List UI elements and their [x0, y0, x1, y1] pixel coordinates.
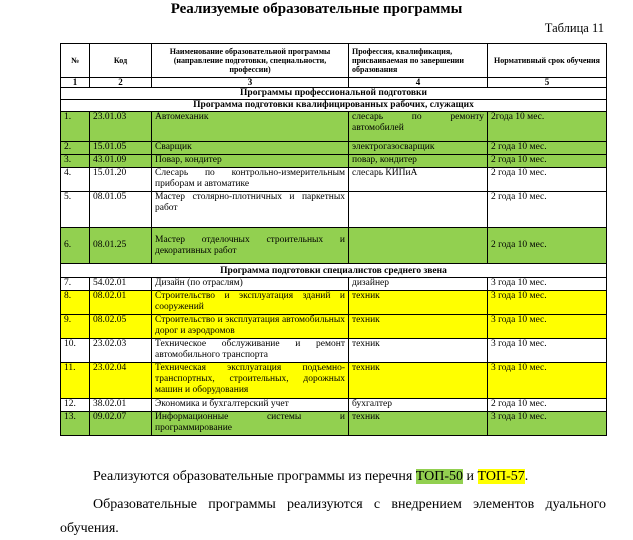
row-number: 12.: [61, 399, 90, 412]
section-title-main: Программы профессиональной подготовки: [61, 88, 607, 100]
row-number: 1.: [61, 112, 90, 142]
row-term: 2 года 10 мес.: [488, 142, 607, 155]
paragraph-top-lists: [93, 468, 528, 486]
table-row: [61, 412, 607, 436]
table-row: [61, 112, 607, 142]
table-row: [61, 168, 607, 192]
row-qualification: техник: [349, 291, 488, 315]
row-code: 15.01.20: [90, 168, 152, 192]
row-code: 38.02.01: [90, 399, 152, 412]
row-qualification: [349, 228, 488, 264]
row-code: 08.01.25: [90, 228, 152, 264]
row-number: 9.: [61, 315, 90, 339]
row-code: 08.01.05: [90, 192, 152, 228]
row-program-name: Техническая эксплуатация подъемно-транспортных, строительных, дорожных машин и оборудования: [152, 363, 349, 399]
row-program-name: Экономика и бухгалтерский учет: [152, 399, 349, 412]
row-number: 5.: [61, 192, 90, 228]
row-program-name: Строительство и эксплуатация автомобильных дорог и аэродромов: [152, 315, 349, 339]
row-code: 08.02.01: [90, 291, 152, 315]
row-qualification: повар, кондитер: [349, 155, 488, 168]
row-qualification: техник: [349, 412, 488, 436]
section-title-specialists: Программа подготовки специалистов среднего звена: [61, 264, 607, 278]
row-program-name: Строительство и эксплуатация зданий и сооружений: [152, 291, 349, 315]
document-title: Реализуемые образовательные программы: [170, 1, 463, 17]
row-term: 2года 10 мес.: [488, 112, 607, 142]
row-program-name: Техническое обслуживание и ремонт автомобильного транспорта: [152, 339, 349, 363]
row-code: 15.01.05: [90, 142, 152, 155]
row-qualification: электрогазосварщик: [349, 142, 488, 155]
row-number: 13.: [61, 412, 90, 436]
row-term: 3 года 10 мес.: [488, 339, 607, 363]
row-term: 2 года 10 мес.: [488, 228, 607, 264]
row-code: 23.02.04: [90, 363, 152, 399]
column-number-row: [61, 78, 607, 88]
table-label: Таблица 11: [544, 21, 604, 35]
paragraph-dual-training-end: обучения.: [60, 521, 119, 536]
row-program-name: Повар, кондитер: [152, 155, 349, 168]
table-header-row: [61, 44, 607, 78]
row-number: 11.: [61, 363, 90, 399]
header-name: Наименование образовательной программы (направление подготовки, специальности, профессии): [152, 44, 349, 78]
top50-highlight: ТОП-50: [415, 469, 464, 484]
row-term: 3 года 10 мес.: [488, 315, 607, 339]
row-number: 7.: [61, 278, 90, 291]
row-code: 08.02.05: [90, 315, 152, 339]
row-code: 23.01.03: [90, 112, 152, 142]
table-row: [61, 291, 607, 315]
programs-table: [60, 43, 607, 436]
row-program-name: Сварщик: [152, 142, 349, 155]
col-number: 5: [488, 78, 607, 88]
row-number: 6.: [61, 228, 90, 264]
row-code: 54.02.01: [90, 278, 152, 291]
row-qualification: дизайнер: [349, 278, 488, 291]
col-number: 4: [349, 78, 488, 88]
row-term: 2 года 10 мес.: [488, 155, 607, 168]
row-qualification: слесарь КИПиА: [349, 168, 488, 192]
row-code: 23.02.03: [90, 339, 152, 363]
row-program-name: Мастер столярно-плотничных и паркетных работ: [152, 192, 349, 228]
row-term: 3 года 10 мес.: [488, 278, 607, 291]
row-qualification: слесарь по ремонту автомобилей: [349, 112, 488, 142]
paragraph-conjunction: и: [463, 469, 478, 484]
row-term: 3 года 10 мес.: [488, 363, 607, 399]
row-code: 09.02.07: [90, 412, 152, 436]
row-term: 2 года 10 мес.: [488, 168, 607, 192]
row-number: 8.: [61, 291, 90, 315]
row-program-name: Слесарь по контрольно-измерительным приборам и автоматике: [152, 168, 349, 192]
table-row: [61, 339, 607, 363]
row-number: 2.: [61, 142, 90, 155]
row-program-name: Дизайн (по отраслям): [152, 278, 349, 291]
row-qualification: техник: [349, 315, 488, 339]
section-row: [61, 100, 607, 112]
row-number: 4.: [61, 168, 90, 192]
row-qualification: [349, 192, 488, 228]
row-program-name: Автомеханик: [152, 112, 349, 142]
table-row: [61, 315, 607, 339]
table-row: [61, 228, 607, 264]
section-row: [61, 264, 607, 278]
row-qualification: техник: [349, 363, 488, 399]
header-code: Код: [90, 44, 152, 78]
table-row: [61, 142, 607, 155]
row-term: 3 года 10 мес.: [488, 291, 607, 315]
table-row: [61, 363, 607, 399]
top57-highlight: ТОП-57: [477, 469, 525, 484]
row-term: 2 года 10 мес.: [488, 192, 607, 228]
table-row: [61, 399, 607, 412]
table-row: [61, 278, 607, 291]
table-row: [61, 155, 607, 168]
section-row: [61, 88, 607, 100]
row-number: 10.: [61, 339, 90, 363]
row-qualification: бухгалтер: [349, 399, 488, 412]
table-row: [61, 192, 607, 228]
header-term: Нормативный срок обучения: [488, 44, 607, 78]
row-program-name: Информационные системы и программирование: [152, 412, 349, 436]
row-code: 43.01.09: [90, 155, 152, 168]
section-title-workers: Программа подготовки квалифицированных рабочих, служащих: [61, 100, 607, 112]
paragraph-dual-training: Образовательные программы реализуются с внедрением элементов дуального: [93, 497, 606, 512]
header-qualification: Профессия, квалификация, присваиваемая по завершении образования: [349, 44, 488, 78]
col-number: 1: [61, 78, 90, 88]
row-term: 3 года 10 мес.: [488, 412, 607, 436]
row-qualification: техник: [349, 339, 488, 363]
row-term: 2 года 10 мес.: [488, 399, 607, 412]
paragraph-text: Реализуются образовательные программы из перечня: [93, 469, 416, 484]
header-num: №: [61, 44, 90, 78]
paragraph-period: .: [524, 469, 529, 484]
col-number: 2: [90, 78, 152, 88]
row-program-name: Мастер отделочных строительных и декоративных работ: [152, 228, 349, 264]
col-number: 3: [152, 78, 349, 88]
row-number: 3.: [61, 155, 90, 168]
